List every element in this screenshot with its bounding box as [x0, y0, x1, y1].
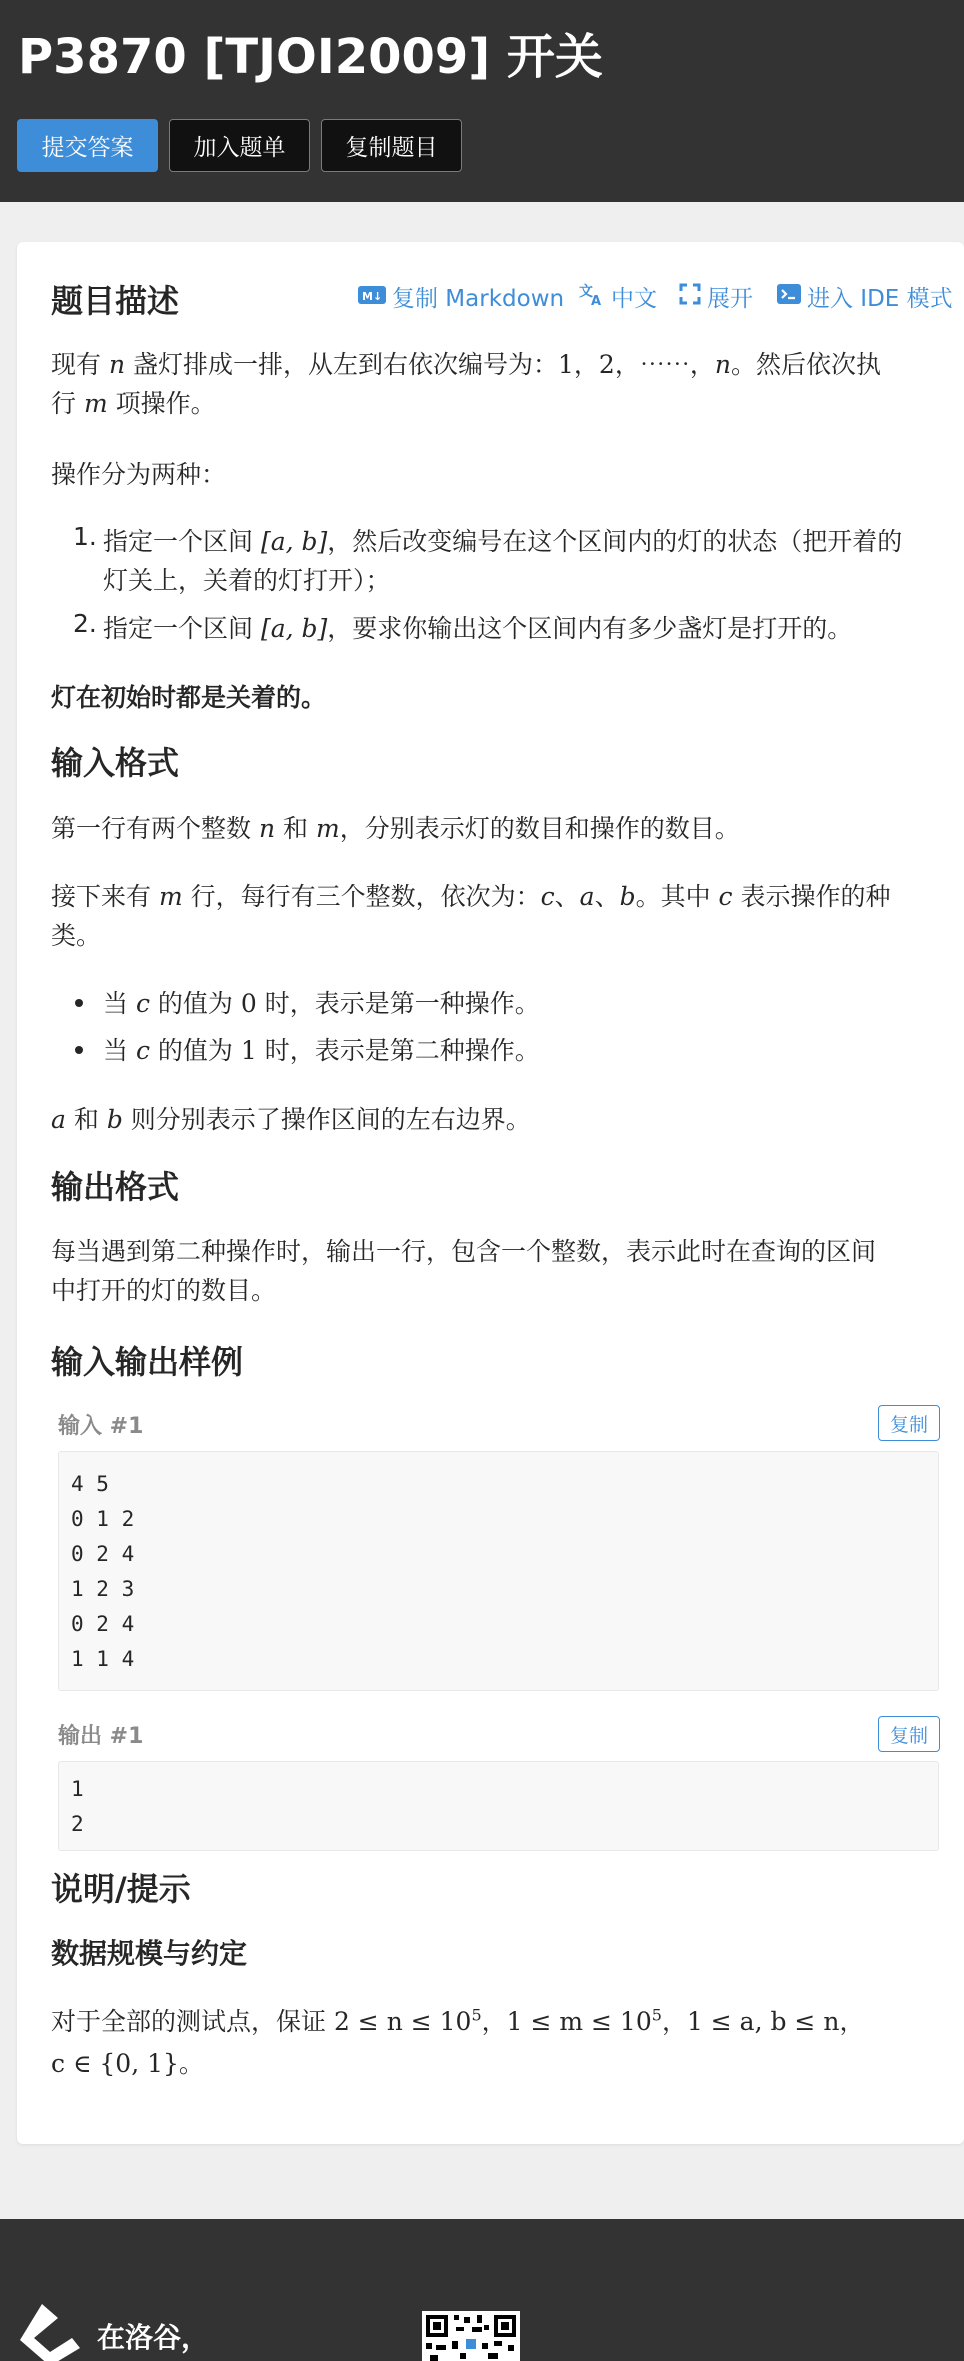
problem-card — [17, 242, 964, 2144]
op-1-line-2: 灯关上，关着的灯打开）； — [103, 566, 391, 595]
text: 和 — [65, 1105, 107, 1134]
code-line: 1 1 4 — [71, 1647, 135, 1671]
code-line: 0 2 4 — [71, 1612, 135, 1636]
bounds-line — [51, 1100, 531, 1136]
output-format-heading: 输出格式 — [51, 1168, 180, 1206]
math-a: a — [579, 882, 595, 911]
output-format-line-1: 每当遇到第二种操作时，输出一行，包含一个整数，表示此时在查询的区间 — [51, 1237, 877, 1266]
text: ， — [839, 2007, 865, 2036]
text: 现有 — [51, 350, 109, 379]
op-1-number: 1. — [73, 522, 97, 551]
text: 的值为 — [149, 1036, 241, 1065]
text: ，要求你输出这个区间内有多少盏灯是打开的。 — [327, 614, 853, 643]
text: 、 — [554, 882, 580, 911]
text: ，分别表示灯的数目和操作的数目。 — [339, 814, 740, 843]
page-footer — [0, 2219, 964, 2361]
text: 。其中 — [635, 882, 719, 911]
text: 对于全部的测试点，保证 — [51, 2007, 334, 2036]
svg-text:文: 文 — [579, 283, 593, 300]
page-header — [0, 0, 964, 202]
bullet-dot — [75, 1046, 83, 1054]
text: 、 — [594, 882, 620, 911]
text: ，然后改变编号在这个区间内的灯的状态（把开着的 — [327, 527, 903, 556]
submit-button[interactable]: 提交答案 — [17, 119, 158, 172]
text: 盏灯排成一排，从左到右依次编号为： — [125, 350, 559, 379]
text: 时，表示是第二种操作。 — [256, 1036, 540, 1065]
constraints-line-1 — [51, 2002, 864, 2038]
hint-heading: 说明/提示 — [51, 1870, 191, 1908]
description-line-1 — [51, 345, 881, 381]
math-m: m — [83, 389, 108, 418]
math-m: m — [158, 882, 183, 911]
math-a: a — [51, 1105, 66, 1134]
bullet-2 — [103, 1031, 540, 1067]
translate-icon — [579, 282, 605, 312]
math-n: n — [714, 350, 731, 379]
copy-output-button[interactable]: 复制 — [878, 1716, 940, 1752]
text: 。 — [178, 2049, 204, 2078]
ide-mode-label: 进入 IDE 模式 — [807, 286, 953, 312]
code-line: 0 2 4 — [71, 1542, 135, 1566]
math-b: b — [619, 882, 636, 911]
math-constraint: c ∈ {0, 1} — [51, 2049, 179, 2078]
math-c: c — [718, 882, 733, 911]
math-c: c — [135, 989, 150, 1018]
text: 接下来有 — [51, 882, 159, 911]
footer-slogan: 在洛谷， — [97, 2321, 210, 2354]
initial-state-note: 灯在初始时都是关着的。 — [51, 683, 327, 712]
description-heading: 题目描述 — [51, 282, 180, 320]
text: 的值为 — [149, 989, 241, 1018]
text: 指定一个区间 — [103, 527, 261, 556]
text: 表示操作的种 — [732, 882, 891, 911]
input-format-line-1 — [51, 809, 740, 845]
text: 第一行有两个整数 — [51, 814, 259, 843]
language-link[interactable] — [579, 280, 657, 313]
text: 行 — [51, 389, 84, 418]
math-exponent: 5 — [471, 2005, 482, 2025]
copy-markdown-label: 复制 Markdown — [392, 286, 565, 312]
sample-input-code — [58, 1451, 939, 1691]
text: 则分别表示了操作区间的左右边界。 — [122, 1105, 531, 1134]
input-format-line-2 — [51, 877, 891, 913]
op-2-number: 2. — [73, 609, 97, 638]
add-to-list-button[interactable]: 加入题单 — [169, 119, 310, 172]
sample-output-label: 输出 #1 — [58, 1724, 144, 1749]
luogu-logo-icon — [20, 2304, 80, 2361]
sample-output-code — [58, 1761, 939, 1851]
bullet-1 — [103, 984, 540, 1020]
expand-icon — [679, 283, 701, 311]
description-line-2 — [51, 384, 216, 420]
language-label: 中文 — [611, 286, 657, 312]
text: 时，表示是第一种操作。 — [256, 989, 540, 1018]
text: 指定一个区间 — [103, 614, 261, 643]
math-constraint: ，1 ≤ m ≤ 10 — [481, 2007, 652, 2036]
copy-markdown-link[interactable] — [358, 280, 564, 313]
code-line: 4 5 — [71, 1472, 109, 1496]
math-c: c — [540, 882, 555, 911]
input-format-line-3: 类。 — [51, 921, 102, 950]
math-interval: [a, b] — [260, 614, 328, 643]
math-constraint: 2 ≤ n ≤ 10 — [333, 2007, 472, 2036]
samples-heading: 输入输出样例 — [51, 1343, 244, 1381]
svg-text:A: A — [591, 293, 602, 306]
op-2-text — [103, 609, 852, 645]
math-c: c — [135, 1036, 150, 1065]
math-one: 1 — [240, 1036, 257, 1065]
math-sequence: 1，2，⋯⋯， — [558, 350, 715, 379]
sample-input-label: 输入 #1 — [58, 1414, 144, 1439]
bullet-dot — [75, 999, 83, 1007]
code-line: 1 2 3 — [71, 1577, 135, 1601]
markdown-icon — [358, 284, 386, 310]
expand-link[interactable] — [679, 280, 753, 313]
output-format-line-2: 中打开的灯的数目。 — [51, 1276, 277, 1305]
math-b: b — [106, 1105, 123, 1134]
input-format-heading: 输入格式 — [51, 744, 180, 782]
math-m: m — [315, 814, 340, 843]
code-line: 0 1 2 — [71, 1507, 135, 1531]
code-line: 1 — [71, 1777, 84, 1801]
op-1-text — [103, 522, 902, 558]
ide-mode-link[interactable] — [777, 280, 953, 313]
terminal-icon — [777, 284, 801, 310]
text: 当 — [103, 989, 136, 1018]
math-exponent: 5 — [651, 2005, 662, 2025]
copy-problem-button[interactable]: 复制题目 — [321, 119, 462, 172]
copy-input-button[interactable]: 复制 — [878, 1405, 940, 1441]
ops-intro: 操作分为两种： — [51, 460, 227, 489]
text: 项操作。 — [107, 389, 216, 418]
text: 行，每行有三个整数，依次为： — [182, 882, 541, 911]
code-line: 2 — [71, 1812, 84, 1836]
text: 。然后依次执 — [730, 350, 881, 379]
math-constraint: ，1 ≤ a, b ≤ n — [661, 2007, 840, 2036]
math-interval: [a, b] — [260, 527, 328, 556]
problem-title: P3870 [TJOI2009] 开关 — [18, 29, 603, 85]
qr-code-icon — [422, 2311, 520, 2361]
constraints-line-2 — [51, 2044, 204, 2080]
text: 当 — [103, 1036, 136, 1065]
expand-label: 展开 — [707, 286, 753, 312]
math-n: n — [258, 814, 276, 843]
math-n: n — [108, 350, 126, 379]
text: 和 — [275, 814, 316, 843]
constraints-heading: 数据规模与约定 — [51, 1937, 248, 1970]
math-zero: 0 — [240, 989, 257, 1018]
svg-text:M↓: M↓ — [362, 289, 383, 303]
